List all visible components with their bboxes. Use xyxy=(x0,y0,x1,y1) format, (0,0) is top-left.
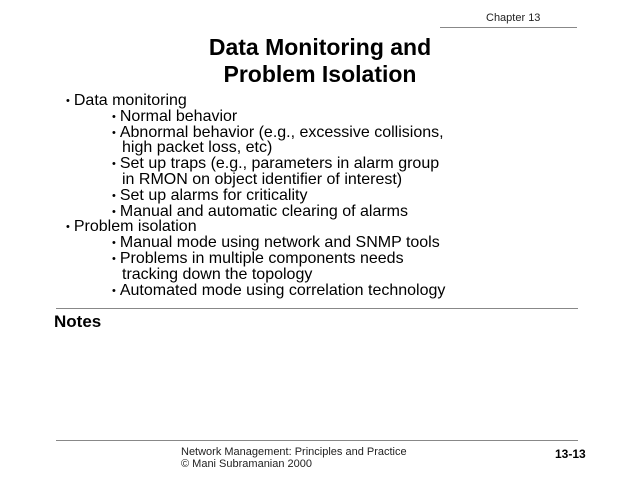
bullet-icon: • xyxy=(112,158,116,171)
sub-bullet-continuation: tracking down the topology xyxy=(122,265,313,283)
bullet-icon: • xyxy=(112,253,116,265)
bullet-icon: • xyxy=(112,205,116,218)
sub-bullet-text: Automated mode using correlation technology xyxy=(119,281,446,299)
section-label: Data monitoring xyxy=(73,92,187,109)
bullet-icon: • xyxy=(112,237,116,250)
footer-divider xyxy=(56,440,578,441)
bullet-icon: • xyxy=(66,95,70,107)
bullet-icon: • xyxy=(112,126,116,139)
bullet-icon: • xyxy=(112,110,116,123)
sub-bullet-text: Set up traps (e.g., parameters in alarm group xyxy=(119,155,440,173)
footer-copyright: © Mani Subramanian 2000 xyxy=(181,458,313,470)
notes-heading: Notes xyxy=(54,312,102,331)
sub-bullet-continuation: high packet loss, etc) xyxy=(122,139,273,157)
chapter-label: Chapter 13 xyxy=(486,12,541,24)
sub-bullet-text: Problems in multiple components needs xyxy=(119,250,404,267)
slide-title xyxy=(60,34,580,88)
sub-bullet-text: Set up alarms for criticality xyxy=(119,186,308,204)
title-line-1: Data Monitoring and xyxy=(208,34,432,60)
sub-bullet-continuation: in RMON on object identifier of interest) xyxy=(122,171,403,188)
sub-bullet-text: Manual and automatic clearing of alarms xyxy=(119,202,409,220)
bullet-icon: • xyxy=(112,189,116,202)
bullet-icon: • xyxy=(66,221,70,234)
bullet-icon: • xyxy=(112,284,116,297)
sub-bullet xyxy=(112,283,445,300)
sub-bullet-text: Normal behavior xyxy=(119,107,238,125)
notes-divider xyxy=(56,308,578,309)
title-line-2: Problem Isolation xyxy=(223,61,417,87)
sub-bullet-text: Manual mode using network and SNMP tools xyxy=(119,234,440,252)
header-divider xyxy=(440,27,577,28)
sub-bullet-text: Abnormal behavior (e.g., excessive collisions, xyxy=(119,123,444,141)
page-number: 13-13 xyxy=(555,447,586,461)
section-label: Problem isolation xyxy=(73,218,197,236)
footer-book-title: Network Management: Principles and Practice xyxy=(181,446,407,458)
